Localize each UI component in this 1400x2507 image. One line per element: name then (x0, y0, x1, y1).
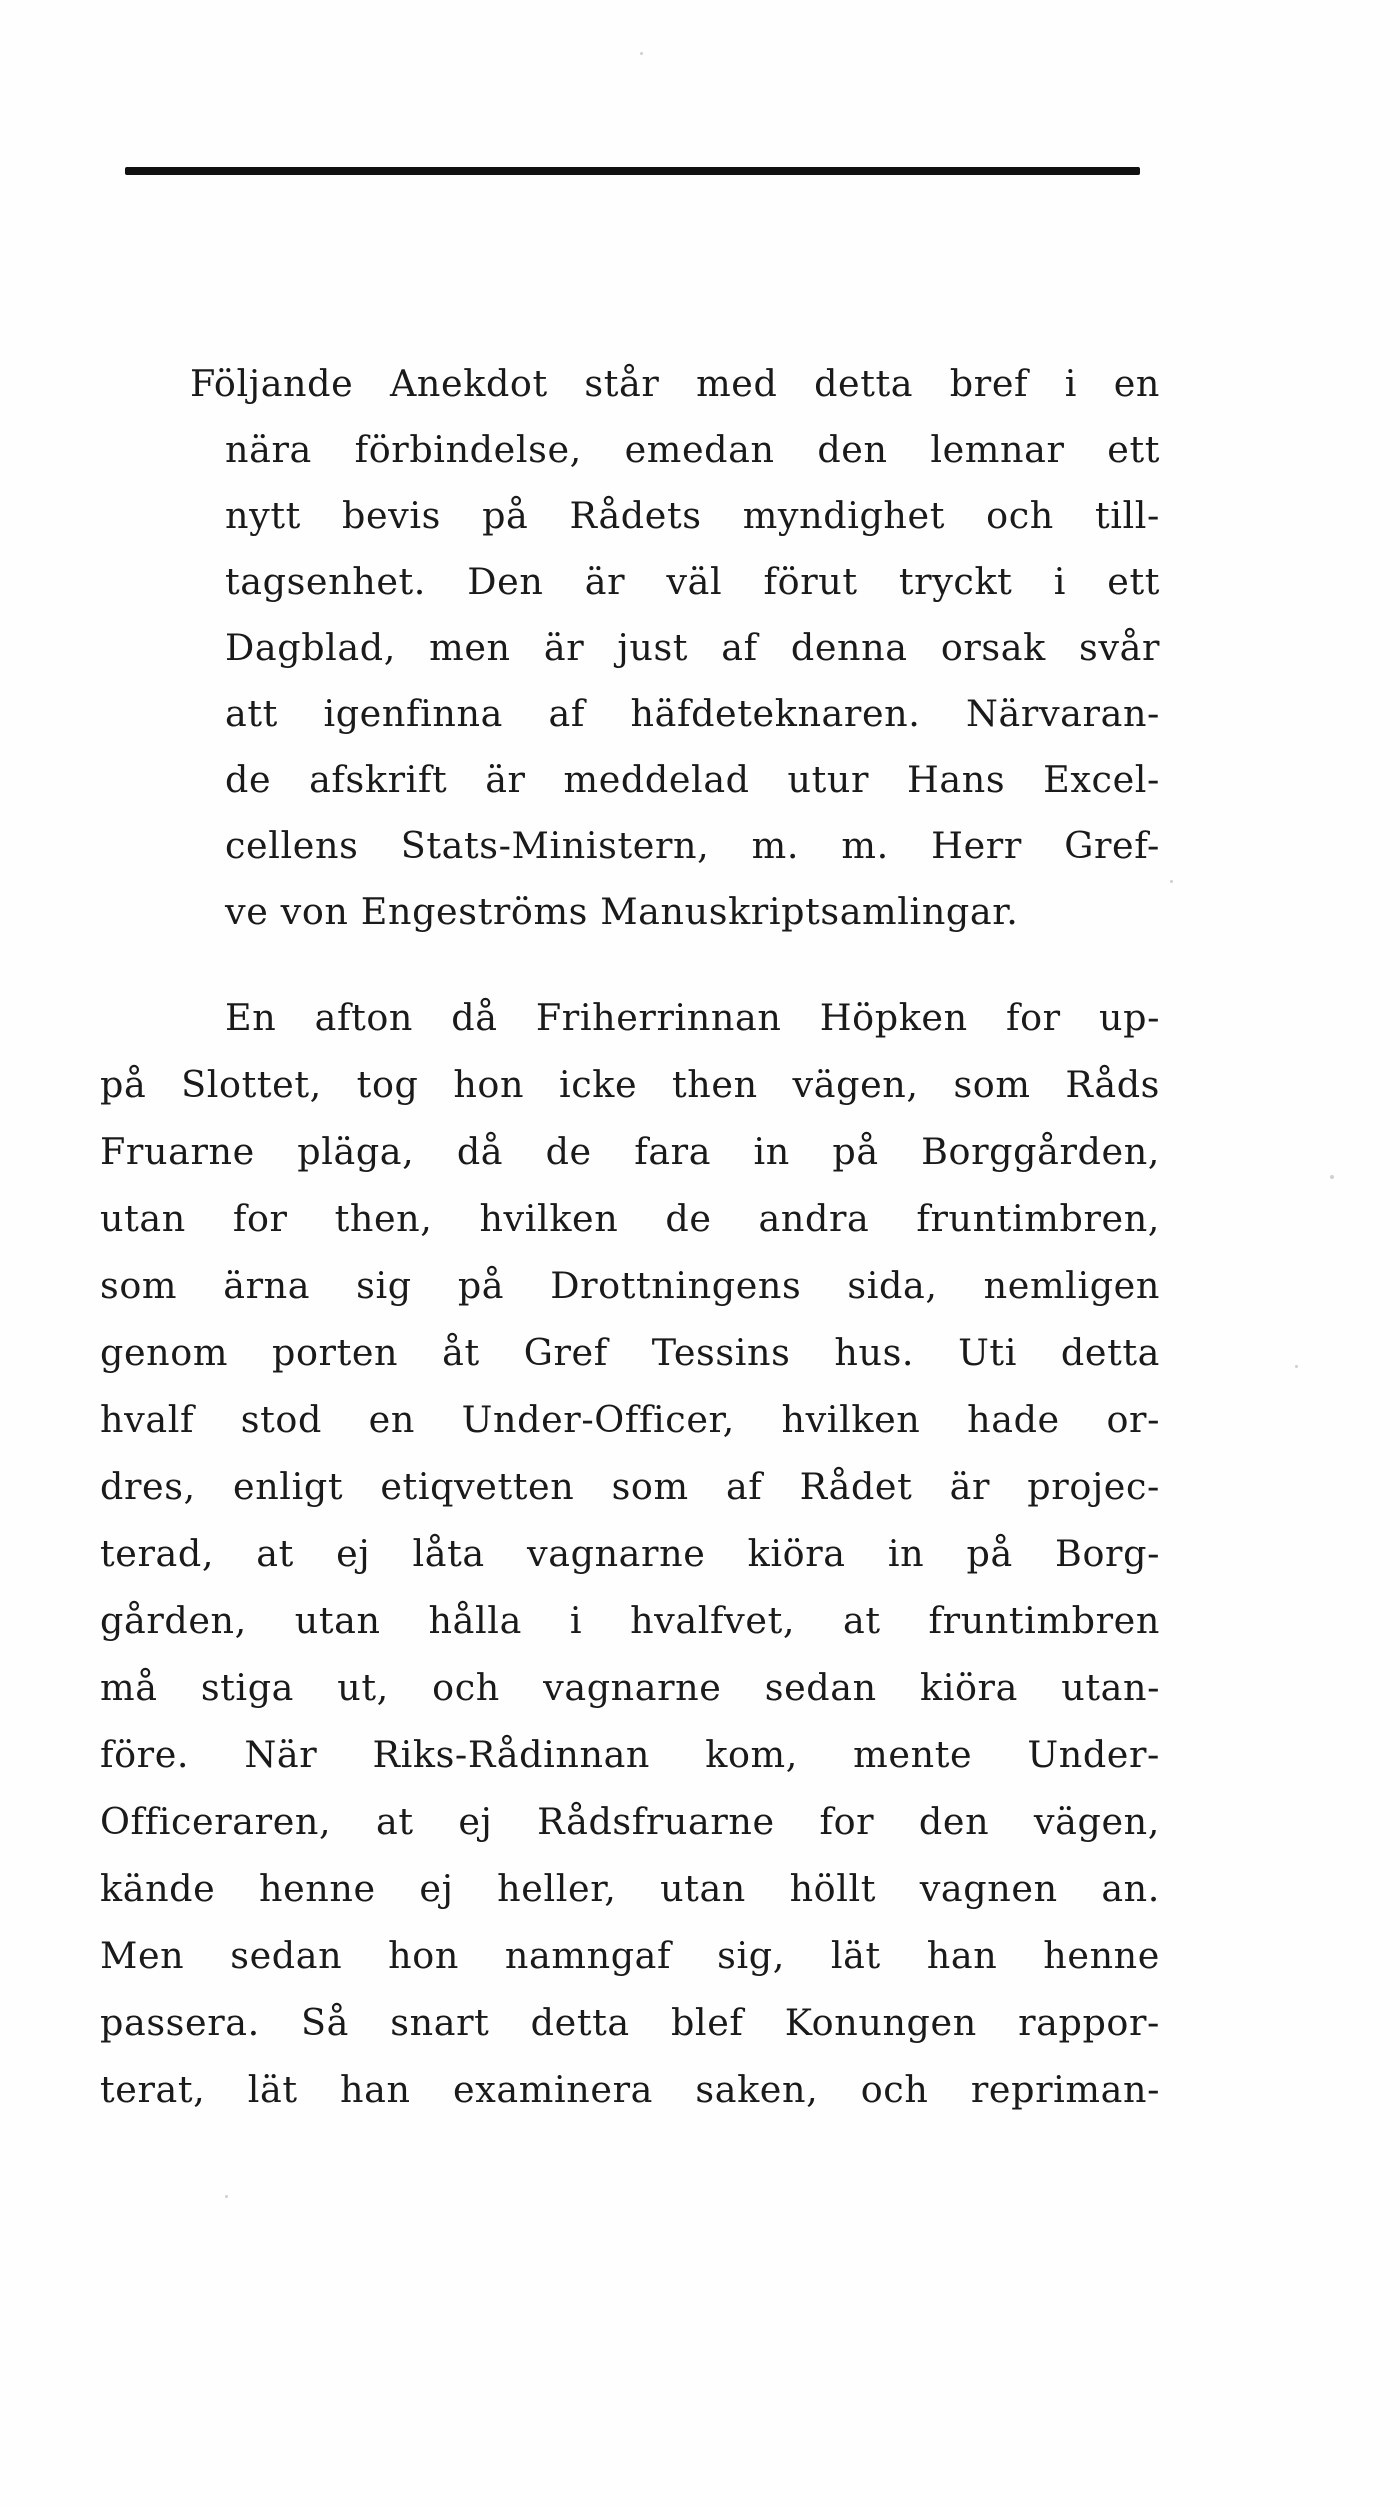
text-line: dres, enligt etiqvetten som af Rådet är projec- (100, 1465, 1160, 1508)
text-line: Officeraren, at ej Rådsfruarne for den vägen, (100, 1800, 1160, 1843)
text-line: som ärna sig på Drottningens sida, nemligen (100, 1264, 1160, 1307)
text-line: genom porten åt Gref Tessins hus. Uti detta (100, 1331, 1160, 1374)
text-line: En afton då Friherrinnan Höpken for up- (225, 996, 1160, 1039)
text-line: Men sedan hon namngaf sig, lät han henne (100, 1934, 1160, 1977)
paper-speck (1170, 880, 1173, 883)
text-line: Dagblad, men är just af denna orsak svår (225, 626, 1160, 669)
paper-speck (1295, 1365, 1298, 1368)
text-line: kände henne ej heller, utan höllt vagnen an. (100, 1867, 1160, 1910)
header-rule (125, 167, 1140, 175)
text-line: gården, utan hålla i hvalfvet, at fruntimbren (100, 1599, 1160, 1642)
text-line: hvalf stod en Under-Officer, hvilken hade or- (100, 1398, 1160, 1441)
text-line: cellens Stats-Ministern, m. m. Herr Gref- (225, 824, 1160, 867)
text-line: ve von Engeströms Manuskriptsamlingar. (225, 890, 1019, 933)
text-line: Följande Anekdot står med detta bref i en (190, 362, 1160, 405)
text-line: passera. Så snart detta blef Konungen rappor- (100, 2001, 1160, 2044)
text-line: före. När Riks-Rådinnan kom, mente Under- (100, 1733, 1160, 1776)
text-line: de afskrift är meddelad utur Hans Excel- (225, 758, 1160, 801)
paper-speck (1330, 1175, 1334, 1179)
paper-speck (225, 2195, 228, 2198)
text-line: må stiga ut, och vagnarne sedan kiöra utan- (100, 1666, 1160, 1709)
text-line: utan for then, hvilken de andra fruntimbren, (100, 1197, 1160, 1240)
text-line: terad, at ej låta vagnarne kiöra in på Borg- (100, 1532, 1160, 1575)
text-line: tagsenhet. Den är väl förut tryckt i ett (225, 560, 1160, 603)
text-line: nära förbindelse, emedan den lemnar ett (225, 428, 1160, 471)
text-line: Fruarne pläga, då de fara in på Borggården, (100, 1130, 1160, 1173)
paper-speck (640, 52, 643, 55)
text-line: terat, lät han examinera saken, och repriman- (100, 2068, 1160, 2111)
text-line: på Slottet, tog hon icke then vägen, som Råds (100, 1063, 1160, 1106)
text-line: nytt bevis på Rådets myndighet och till- (225, 494, 1160, 537)
text-line: att igenfinna af häfdeteknaren. Närvaran- (225, 692, 1160, 735)
